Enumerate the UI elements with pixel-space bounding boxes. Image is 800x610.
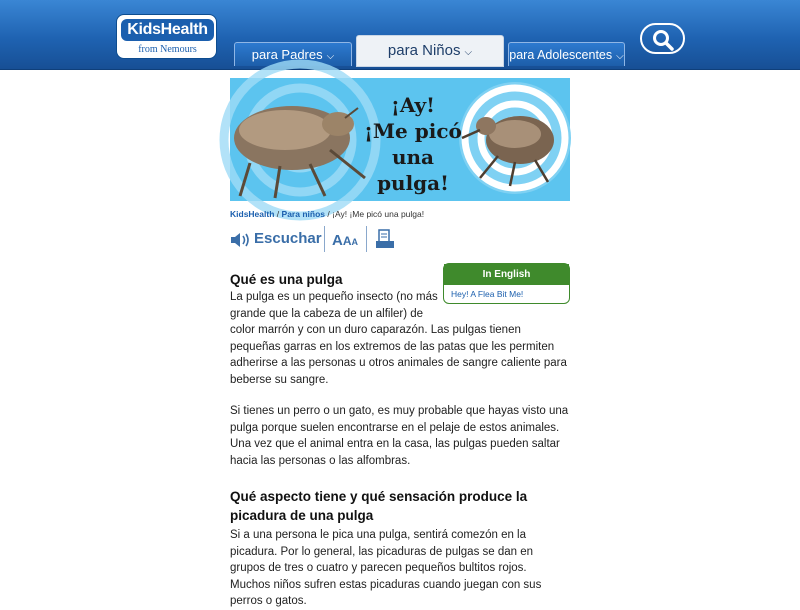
section-heading: Qué aspecto tiene y qué sensación produce la picadura de una pulga	[230, 489, 528, 523]
article-tools	[230, 226, 570, 254]
search-button[interactable]	[640, 23, 685, 54]
breadcrumb-separator: /	[276, 209, 280, 219]
chevron-down-icon: ⌵	[616, 51, 624, 62]
flea-illustration-left	[234, 106, 365, 198]
banner-title-line: ¡Me picó	[364, 119, 462, 143]
kidshealth-logo[interactable]	[116, 14, 217, 59]
english-article-link[interactable]: Hey! A Flea Bit Me!	[451, 289, 524, 299]
breadcrumb	[230, 209, 424, 219]
text-size-glyph: A	[342, 234, 352, 248]
paragraph: Si a una persona le pica una pulga, sentirá comezón en la picadura. Por lo general, las picaduras de pulgas se dan en grupos de tres o cuatro y parecen pequeños bultitos rojos. Muchos niños sufren estas picaduras cuando juegan con sus perros o gatos.	[230, 529, 542, 607]
tab-label: para Padres	[251, 47, 323, 62]
chevron-down-icon: ⌵	[464, 47, 473, 58]
speaker-icon	[230, 231, 252, 249]
text-size-glyph: A	[332, 232, 343, 249]
article-banner	[230, 78, 570, 201]
breadcrumb-link-kidshealth[interactable]: KidsHealth	[230, 209, 275, 219]
text-size-button[interactable]	[332, 232, 358, 250]
tool-divider	[366, 226, 367, 252]
section-heading: Qué es una pulga	[230, 272, 343, 287]
banner-title	[358, 92, 468, 196]
banner-title-line: una pulga!	[377, 145, 449, 195]
in-english-box	[443, 263, 570, 304]
logo-tagline: from Nemours	[138, 44, 197, 55]
chevron-down-icon: ⌵	[326, 51, 335, 62]
tab-label: para Adolescentes	[509, 48, 613, 62]
tab-label: para Niños	[387, 42, 461, 59]
breadcrumb-current: ¡Ay! ¡Me picó una pulga!	[332, 209, 425, 219]
tool-divider	[324, 226, 325, 252]
in-english-heading: In English	[444, 264, 569, 285]
paragraph: La pulga es un pequeño insecto (no más grande que la cabeza de un alfiler) de	[230, 291, 438, 320]
banner-title-line: ¡Ay!	[391, 93, 435, 117]
tab-para-adolescentes[interactable]	[508, 42, 625, 66]
breadcrumb-separator: /	[327, 209, 330, 219]
site-header	[0, 0, 800, 70]
text-size-glyph: A	[351, 237, 359, 247]
search-icon	[652, 29, 674, 51]
logo-wordmark: KidsHealth	[121, 19, 214, 41]
paragraph: Si tienes un perro o un gato, es muy probable que hayas visto una pulga porque suelen encontrarse en el pelaje de estos animales. Una vez que el animal entra en la casa, las pulgas pueden saltar hacia las personas o las alfombras.	[230, 405, 569, 467]
breadcrumb-link-para-ninos[interactable]: Para niños	[281, 209, 325, 219]
tab-para-ninos[interactable]	[356, 35, 504, 67]
listen-label: Escuchar	[254, 230, 322, 247]
paragraph: color marrón y con un duro caparazón. Las pulgas tienen pequeñas garras en los extremos de las patas que les permiten adherirse a las personas u otros animales de sangre caliente para beberse su sangre.	[230, 324, 567, 386]
print-icon[interactable]	[374, 229, 396, 251]
